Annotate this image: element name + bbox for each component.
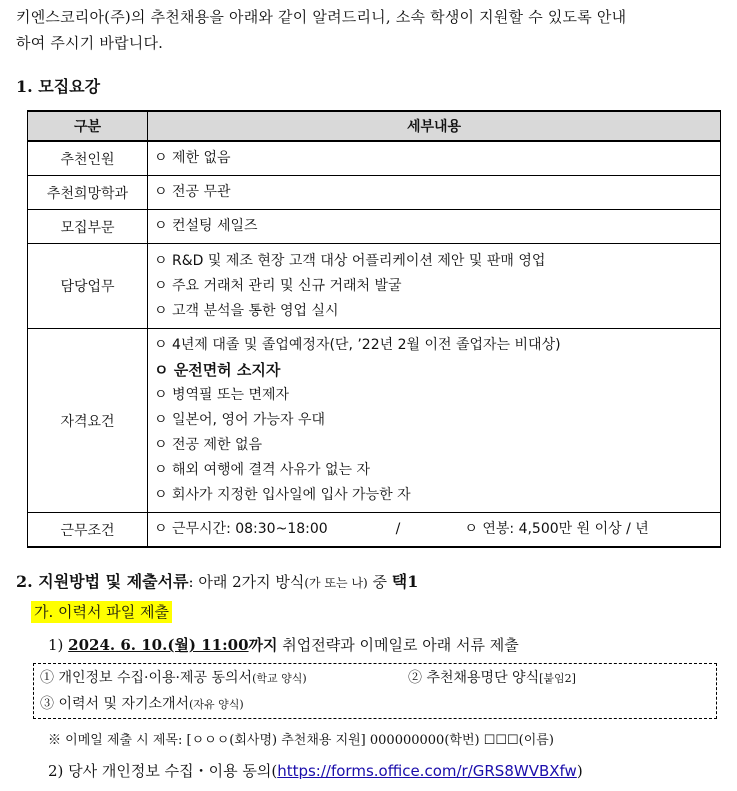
- detail-item: ㅇ 제한 없음: [154, 150, 231, 166]
- intro-paragraph: [16, 4, 728, 56]
- detail-item: ㅇ 주요 거래처 관리 및 신규 거래처 발굴: [154, 277, 402, 294]
- doc-3-note: (자유 양식): [189, 698, 244, 711]
- detail-item: ㅇ 일본어, 영어 가능자 우대: [154, 412, 326, 428]
- detail-item: ㅇ 병역필 또는 면제자: [154, 387, 290, 403]
- required-documents-box: [33, 663, 717, 719]
- intro-line-2: 하여 주시기 바랍니다.: [16, 34, 164, 52]
- doc-1-note: (학교 양식): [252, 672, 307, 685]
- detail-item: ㅇ 전공 무관: [154, 184, 231, 200]
- row-category: 모집부문: [28, 210, 148, 244]
- row-details: [148, 244, 721, 329]
- detail-item: ㅇ 컨설팅 세일즈: [154, 218, 258, 234]
- doc-3: ③ 이력서 및 자기소개서: [40, 696, 190, 712]
- section-2-title: [16, 570, 418, 595]
- table-row: [28, 244, 721, 329]
- detail-line: [154, 517, 714, 542]
- row-details: [148, 141, 721, 176]
- table-row: [28, 329, 721, 513]
- detail-item: ㅇ 근무시간: 08:30~18:00: [154, 521, 328, 537]
- section-1-title: 1. 모집요강: [16, 77, 101, 96]
- doc-2: ② 추천채용명단 양식: [408, 670, 540, 686]
- row-details: [148, 329, 721, 513]
- row-details: [148, 210, 721, 244]
- doc-2-note: [붙임2]: [539, 672, 576, 685]
- step-1-deadline: 2024. 6. 10.(월) 11:00: [68, 636, 249, 654]
- table-header-row: [28, 111, 721, 141]
- step-2-text: 2) 당사 개인정보 수집・이용 동의(: [48, 762, 278, 780]
- step-1-rest: 취업전략과 이메일로 아래 서류 제출: [277, 636, 519, 654]
- header-details: 세부내용: [148, 111, 721, 141]
- table-row: [28, 513, 721, 548]
- subsection-ga: 가. 이력서 파일 제출: [31, 601, 172, 623]
- step-2: [48, 759, 583, 783]
- step-1-prefix: 1): [48, 636, 69, 654]
- detail-item: ㅇ 고객 분석을 통한 영업 실시: [154, 302, 339, 319]
- step-1-deadline-suffix: 까지: [248, 636, 278, 654]
- section-2-title-end: 택1: [391, 572, 419, 591]
- doc-row-1: [40, 667, 307, 690]
- doc-row-2: [408, 667, 576, 690]
- intro-line-1: 키엔스코리아(주)의 추천채용을 아래와 같이 알려드리니, 소속 학생이 지원할 수 있도록 안내: [16, 8, 627, 26]
- row-details: [148, 176, 721, 210]
- detail-item: ㅇ 회사가 지정한 입사일에 입사 가능한 자: [154, 487, 411, 503]
- email-subject-note: ※ 이메일 제출 시 제목: [ㅇㅇㅇ(회사명) 추천채용 지원] 000000000(학번) ☐☐☐(이름): [48, 733, 554, 748]
- detail-item: ㅇ 연봉: 4,500만 원 이상 / 년: [464, 521, 649, 537]
- doc-row-3: [40, 693, 244, 716]
- section-2-title-mid: 중: [367, 573, 392, 591]
- section-2-title-paren: (가 또는 나): [304, 576, 368, 590]
- row-category: 추천희망학과: [28, 176, 148, 210]
- separator: /: [395, 521, 401, 537]
- section-2-title-rest: : 아래 2가지 방식: [188, 573, 305, 591]
- row-category: 근무조건: [28, 513, 148, 548]
- header-category: 구분: [28, 111, 148, 141]
- step-2-close: ): [576, 762, 583, 780]
- consent-form-link[interactable]: https://forms.office.com/r/GRS8WVBXfw: [277, 762, 577, 780]
- section-2-title-bold: 2. 지원방법 및 제출서류: [16, 572, 189, 591]
- table-row: [28, 210, 721, 244]
- table-row: [28, 141, 721, 176]
- recruitment-table: [27, 110, 721, 548]
- row-details: [148, 513, 721, 548]
- doc-1: ① 개인정보 수집·이용·제공 동의서: [40, 670, 253, 686]
- step-1: [48, 633, 519, 657]
- detail-item: ㅇ R&D 및 제조 현장 고객 대상 어플리케이션 제안 및 판매 영업: [154, 252, 546, 269]
- detail-item: ㅇ 4년제 대졸 및 졸업예정자(단, ’22년 2월 이전 졸업자는 비대상): [154, 337, 561, 353]
- row-category: 담당업무: [28, 244, 148, 329]
- row-category: 자격요건: [28, 329, 148, 513]
- table-row: [28, 176, 721, 210]
- detail-item: ㅇ 전공 제한 없음: [154, 437, 263, 453]
- detail-item-emphasis: ㅇ 운전면허 소지자: [154, 361, 281, 379]
- detail-item: ㅇ 해외 여행에 결격 사유가 없는 자: [154, 462, 371, 478]
- row-category: 추천인원: [28, 141, 148, 176]
